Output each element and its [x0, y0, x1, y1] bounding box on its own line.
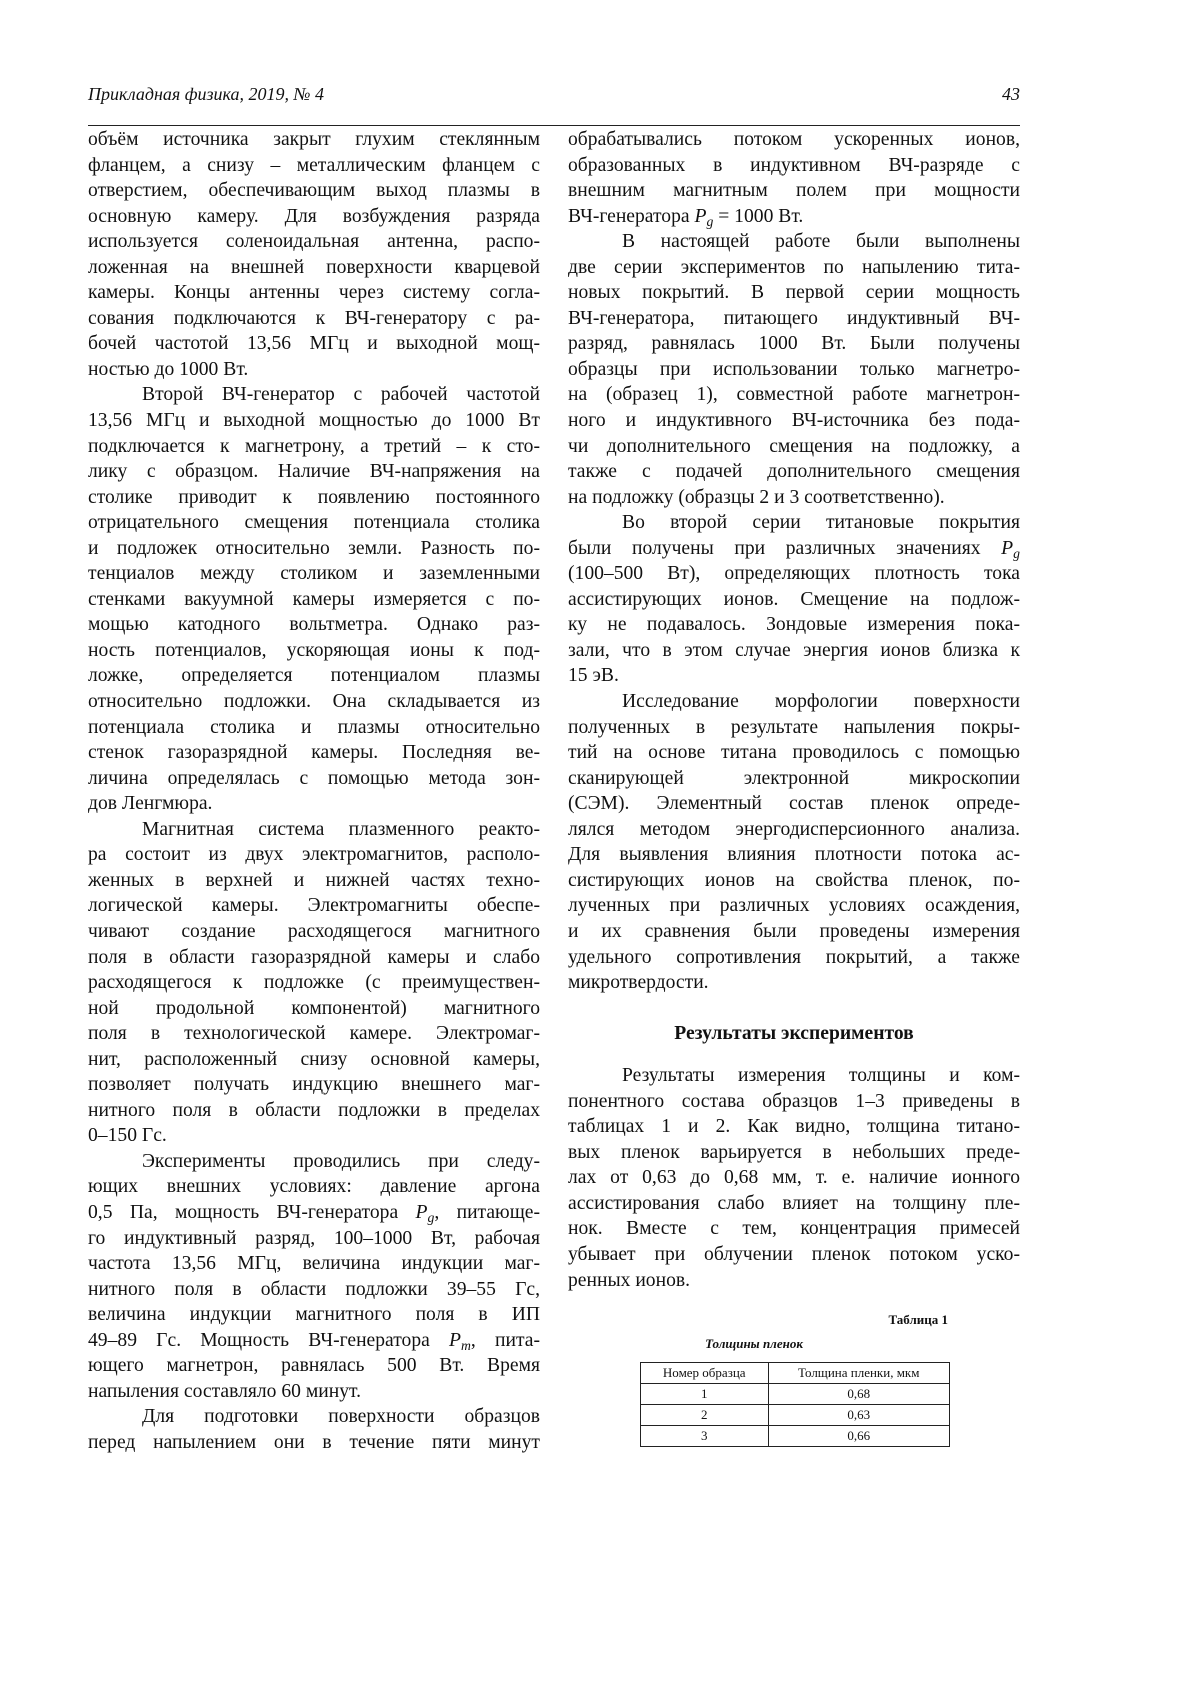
table-cell: 3 — [641, 1426, 769, 1447]
text-line — [568, 510, 1020, 536]
text-line: частота 13,56 МГц, величина индукции маг- — [88, 1251, 540, 1277]
column-header: Номер образца — [641, 1363, 769, 1384]
text-segment: 49–89 Гс. Мощность ВЧ-генератора — [88, 1330, 449, 1351]
text-line: логической камеры. Электромагниты обеспе- — [88, 893, 540, 919]
text-line: удельного сопротивления покрытий, а также — [568, 945, 1020, 971]
text-line: позволяет получать индукцию внешнего маг- — [88, 1072, 540, 1098]
math-variable: P — [695, 206, 707, 227]
thickness-table — [640, 1362, 950, 1447]
paragraph — [88, 1149, 540, 1404]
text-line: Второй ВЧ-генератор с рабочей частотой — [88, 382, 540, 408]
text-line: лику с образцом. Наличие ВЧ-напряжения на — [88, 459, 540, 485]
table-header-row — [641, 1363, 950, 1384]
text-line: сканирующей электронной микроскопии — [568, 766, 1020, 792]
math-subscript: g — [427, 1210, 434, 1225]
text-segment: = 1000 Вт. — [713, 206, 803, 227]
text-line: (СЭМ). Элементный состав пленок опреде- — [568, 791, 1020, 817]
text-line: таблицах 1 и 2. Как видно, толщина титано- — [568, 1114, 1020, 1140]
text-line — [88, 1200, 540, 1226]
text-line: ностью до 1000 Вт. — [88, 357, 540, 383]
text-line: внешним магнитным полем при мощности — [568, 178, 1020, 204]
text-line: Магнитная система плазменного реакто- — [88, 817, 540, 843]
table-cell: 0,66 — [768, 1426, 950, 1447]
text-line: величина индукции магнитного поля в ИП — [88, 1302, 540, 1328]
journal-title: Прикладная физика, 2019, № 4 — [88, 84, 324, 105]
math-variable: P — [449, 1330, 461, 1351]
text-line: две серии экспериментов по напылению тита- — [568, 255, 1020, 281]
text-line: поля в технологической камере. Электромаг- — [88, 1021, 540, 1047]
text-line: систирующих ионов на свойства пленок, по- — [568, 868, 1020, 894]
table-cell: 2 — [641, 1405, 769, 1426]
text-line: чивают создание расходящегося магнитного — [88, 919, 540, 945]
text-line: мощью катодного вольтметра. Однако раз- — [88, 612, 540, 638]
text-line: бочей частотой 13,56 МГц и выходной мощ- — [88, 331, 540, 357]
text-line: ющих внешних условиях: давление аргона — [88, 1174, 540, 1200]
text-line: ассистирующих ионов. Смещение на подлож- — [568, 587, 1020, 613]
text-line: понентного состава образцов 1–3 приведены в — [568, 1089, 1020, 1115]
text-segment: 0,5 Па, мощность ВЧ-генератора — [88, 1202, 416, 1223]
text-line: нок. Вместе с тем, концентрация примесей — [568, 1216, 1020, 1242]
table-cell: 0,68 — [768, 1384, 950, 1405]
text-line: ассистирования слабо влияет на толщину пле- — [568, 1191, 1020, 1217]
text-line: также с подачей дополнительного смещения — [568, 459, 1020, 485]
text-line: личина определялась с помощью метода зон- — [88, 766, 540, 792]
table-row — [641, 1426, 950, 1447]
page-number: 43 — [1002, 84, 1020, 105]
text-line: вых пленок варьируется в небольших преде- — [568, 1140, 1020, 1166]
paragraph — [568, 689, 1020, 996]
text-line: используется соленоидальная антенна, распо- — [88, 229, 540, 255]
text-segment: были получены при различных значениях — [568, 538, 1001, 559]
text-line: ВЧ-генератора, питающего индуктивный ВЧ- — [568, 306, 1020, 332]
table-title: Толщины пленок — [568, 1336, 1020, 1352]
section-heading: Результаты экспериментов — [568, 1021, 1020, 1047]
text-segment: ВЧ-генератора — [568, 206, 695, 227]
text-line — [568, 204, 1020, 230]
running-header — [88, 84, 1020, 105]
text-line: объём источника закрыт глухим стеклянным — [88, 127, 540, 153]
text-line: расходящегося к подложке (с преимуществен- — [88, 970, 540, 996]
text-line — [88, 1328, 540, 1354]
text-line: лялся методом энергодисперсионного анализа. — [568, 817, 1020, 843]
text-line: убывает при облучении пленок потоком уско- — [568, 1242, 1020, 1268]
text-line: и их сравнения были проведены измерения — [568, 919, 1020, 945]
text-line: разряд, равнялась 1000 Вт. Были получены — [568, 331, 1020, 357]
text-line: женных в верхней и нижней частях техно- — [88, 868, 540, 894]
text-line: фланцем, а снизу – металлическим фланцем с — [88, 153, 540, 179]
math-subscript: g — [1013, 546, 1020, 561]
text-line: и подложек относительно земли. Разность по- — [88, 536, 540, 562]
table-row — [641, 1405, 950, 1426]
column-header: Толщина пленки, мкм — [768, 1363, 950, 1384]
text-line: В настоящей работе были выполнены — [568, 229, 1020, 255]
text-line: относительно подложки. Она складывается из — [88, 689, 540, 715]
text-segment: , пита- — [471, 1330, 540, 1351]
math-subscript: m — [461, 1338, 471, 1353]
text-line — [568, 536, 1020, 562]
math-variable: P — [416, 1202, 428, 1223]
text-line: ку не подавалось. Зондовые измерения пока- — [568, 612, 1020, 638]
table-label: Таблица 1 — [568, 1312, 948, 1328]
paragraph — [88, 127, 540, 382]
text-line: нитного поля в области подложки в пределах — [88, 1098, 540, 1124]
table-cell: 1 — [641, 1384, 769, 1405]
text-line: 13,56 МГц и выходной мощностью до 1000 Вт — [88, 408, 540, 434]
text-line: на подложку (образцы 2 и 3 соответственно). — [568, 485, 1020, 511]
text-line: ного и индуктивного ВЧ-источника без пода- — [568, 408, 1020, 434]
math-variable: P — [1001, 538, 1013, 559]
text-line: поля в области газоразрядной камеры и слабо — [88, 945, 540, 971]
table-row — [641, 1384, 950, 1405]
text-line: перед напылением они в течение пяти минут — [88, 1430, 540, 1456]
paragraph — [568, 1063, 1020, 1293]
text-line: тий на основе титана проводилось с помощью — [568, 740, 1020, 766]
text-line: образцы при использовании только магнетро- — [568, 357, 1020, 383]
text-line: обрабатывались потоком ускоренных ионов, — [568, 127, 1020, 153]
text-line: дов Ленгмюра. — [88, 791, 540, 817]
text-line: отверстием, обеспечивающим выход плазмы в — [88, 178, 540, 204]
paragraph — [88, 817, 540, 1149]
text-line: напыления составляло 60 минут. — [88, 1379, 540, 1405]
text-line: подключается к магнетрону, а третий – к сто- — [88, 434, 540, 460]
text-line: столике приводит к появлению постоянного — [88, 485, 540, 511]
text-line: лах от 0,63 до 0,68 мм, т. е. наличие ионного — [568, 1165, 1020, 1191]
text-line: Результаты измерения толщины и ком- — [568, 1063, 1020, 1089]
text-line: новых покрытий. В первой серии мощность — [568, 280, 1020, 306]
text-line: ложке, определяется потенциалом плазмы — [88, 663, 540, 689]
text-line: полученных в результате напыления покры- — [568, 715, 1020, 741]
text-line: 0–150 Гс. — [88, 1123, 540, 1149]
text-line: основную камеру. Для возбуждения разряда — [88, 204, 540, 230]
text-line: Для подготовки поверхности образцов — [88, 1404, 540, 1430]
text-line: стенками вакуумной камеры измеряется с по- — [88, 587, 540, 613]
text-line: ющего магнетрон, равнялась 500 Вт. Время — [88, 1353, 540, 1379]
paragraph — [88, 1404, 540, 1455]
text-line: го индуктивный разряд, 100–1000 Вт, рабочая — [88, 1226, 540, 1252]
text-line: стенок газоразрядной камеры. Последняя ве- — [88, 740, 540, 766]
paragraph — [568, 127, 1020, 229]
text-line: ной продольной компонентой) магнитного — [88, 996, 540, 1022]
text-line: тенциалов между столиком и заземленными — [88, 561, 540, 587]
text-line: сования подключаются к ВЧ-генератору с ра- — [88, 306, 540, 332]
text-line: лученных при различных условиях осаждения, — [568, 893, 1020, 919]
text-line: ра состоит из двух электромагнитов, располо- — [88, 842, 540, 868]
text-segment: , питающе- — [434, 1202, 540, 1223]
text-line: ложенная на внешней поверхности кварцевой — [88, 255, 540, 281]
text-line: зали, что в этом случае энергия ионов близка к — [568, 638, 1020, 664]
text-line: отрицательного смещения потенциала столика — [88, 510, 540, 536]
text-line: нитного поля в области подложки 39–55 Гс, — [88, 1277, 540, 1303]
text-line: камеры. Концы антенны через систему согла- — [88, 280, 540, 306]
text-line: образованных в индуктивном ВЧ-разряде с — [568, 153, 1020, 179]
text-line: (100–500 Вт), определяющих плотность тока — [568, 561, 1020, 587]
paragraph — [88, 382, 540, 816]
text-line: Исследование морфологии поверхности — [568, 689, 1020, 715]
text-line: 15 эВ. — [568, 663, 1020, 689]
header-rule — [88, 125, 1020, 126]
text-line: ность потенциалов, ускоряющая ионы к под- — [88, 638, 540, 664]
text-line: ренных ионов. — [568, 1268, 1020, 1294]
table-cell: 0,63 — [768, 1405, 950, 1426]
text-line: Эксперименты проводились при следу- — [88, 1149, 540, 1175]
text-line: чи дополнительного смещения на подложку, а — [568, 434, 1020, 460]
text-line: микротвердости. — [568, 970, 1020, 996]
paragraph — [568, 229, 1020, 510]
right-column — [568, 127, 1020, 1293]
left-column — [88, 127, 540, 1455]
paragraph — [568, 510, 1020, 689]
text-line: потенциала столика и плазмы относительно — [88, 715, 540, 741]
text-line: на (образец 1), совместной работе магнетрон- — [568, 382, 1020, 408]
text-line: нит, расположенный снизу основной камеры, — [88, 1047, 540, 1073]
math-subscript: g — [706, 214, 713, 229]
text-segment: Во второй серии титановые покрытия — [622, 512, 1020, 533]
text-line: Для выявления влияния плотности потока ас- — [568, 842, 1020, 868]
